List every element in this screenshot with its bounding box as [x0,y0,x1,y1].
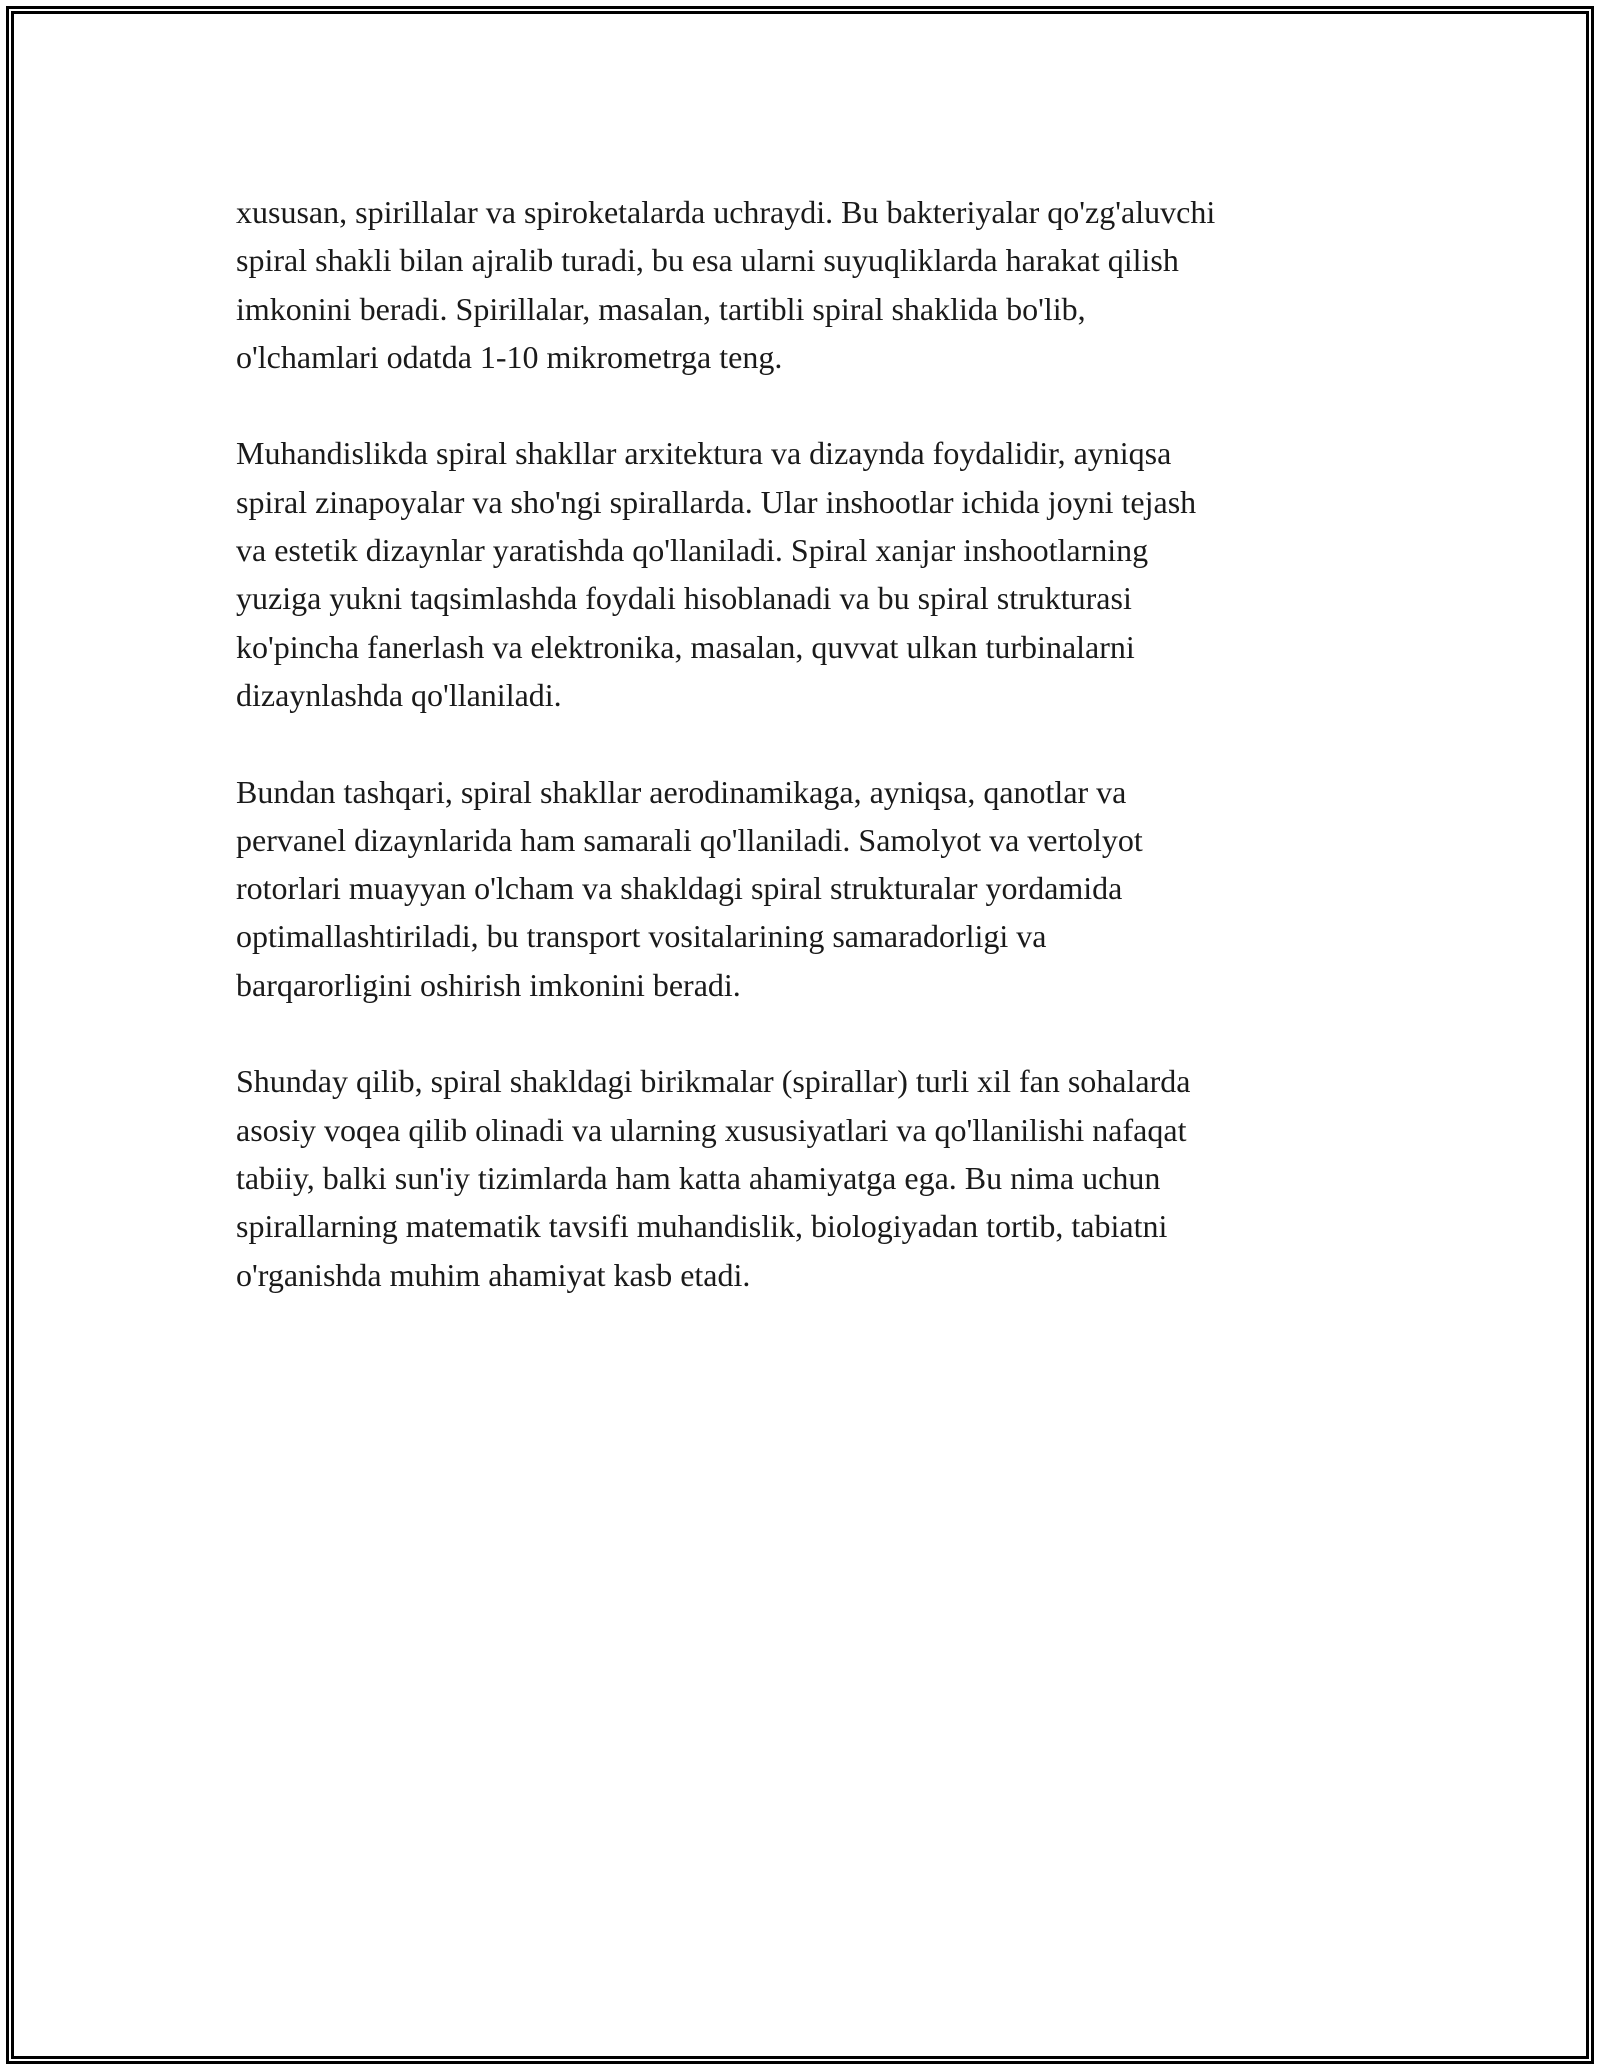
text-line: dizaynlashda qo'llaniladi. [236,676,562,713]
text-line: ko'pincha fanerlash va elektronika, masalan, quvvat ulkan turbinalarni [236,628,1135,665]
text-line: pervanel dizaynlarida ham samarali qo'llaniladi. Samolyot va vertolyot [236,821,1143,858]
text-line: barqarorligini oshirish imkonini beradi. [236,966,741,1003]
text-line: Shunday qilib, spiral shakldagi birikmalar (spirallar) turli xil fan sohalarda [236,1063,1191,1100]
text-line: o'lchamlari odatda 1-10 mikrometrga teng. [236,338,783,375]
text-line: optimallashtiriladi, bu transport vositalarining samaradorligi va [236,918,1047,955]
text-line: Muhandislikda spiral shakllar arxitektura va dizaynda foydalidir, ayniqsa [236,435,1172,472]
paragraph-xulosa [236,1057,1376,1298]
text-line: va estetik dizaynlar yaratishda qo'llaniladi. Spiral xanjar inshootlarning [236,532,1149,569]
text-line: asosiy voqea qilib olinadi va ularning xususiyatlari va qo'llanilishi nafaqat [236,1111,1187,1148]
paragraph-spirillalar [236,188,1376,381]
text-line: Bundan tashqari, spiral shakllar aerodinamikaga, ayniqsa, qanotlar va [236,773,1127,810]
paragraph-aerodinamika [236,768,1376,1009]
text-line: rotorlari muayyan o'lcham va shakldagi spiral strukturalar yordamida [236,870,1123,907]
text-line: spiral zinapoyalar va sho'ngi spirallarda. Ular inshootlar ichida joyni tejash [236,483,1197,520]
document-body [236,188,1376,1347]
text-line: yuziga yukni taqsimlashda foydali hisoblanadi va bu spiral strukturasi [236,580,1132,617]
paragraph-muhandislik [236,429,1376,719]
text-line: imkonini beradi. Spirillalar, masalan, tartibli spiral shaklida bo'lib, [236,290,1086,327]
text-line: tabiiy, balki sun'iy tizimlarda ham katta ahamiyatga ega. Bu nima uchun [236,1159,1161,1196]
text-line: xususan, spirillalar va spiroketalarda uchraydi. Bu bakteriyalar qo'zg'aluvchi [236,194,1216,230]
text-line: spiral shakli bilan ajralib turadi, bu esa ularni suyuqliklarda harakat qilish [236,242,1179,279]
text-line: o'rganishda muhim ahamiyat kasb etadi. [236,1256,751,1293]
text-line: spirallarning matematik tavsifi muhandislik, biologiyadan tortib, tabiatni [236,1208,1168,1245]
